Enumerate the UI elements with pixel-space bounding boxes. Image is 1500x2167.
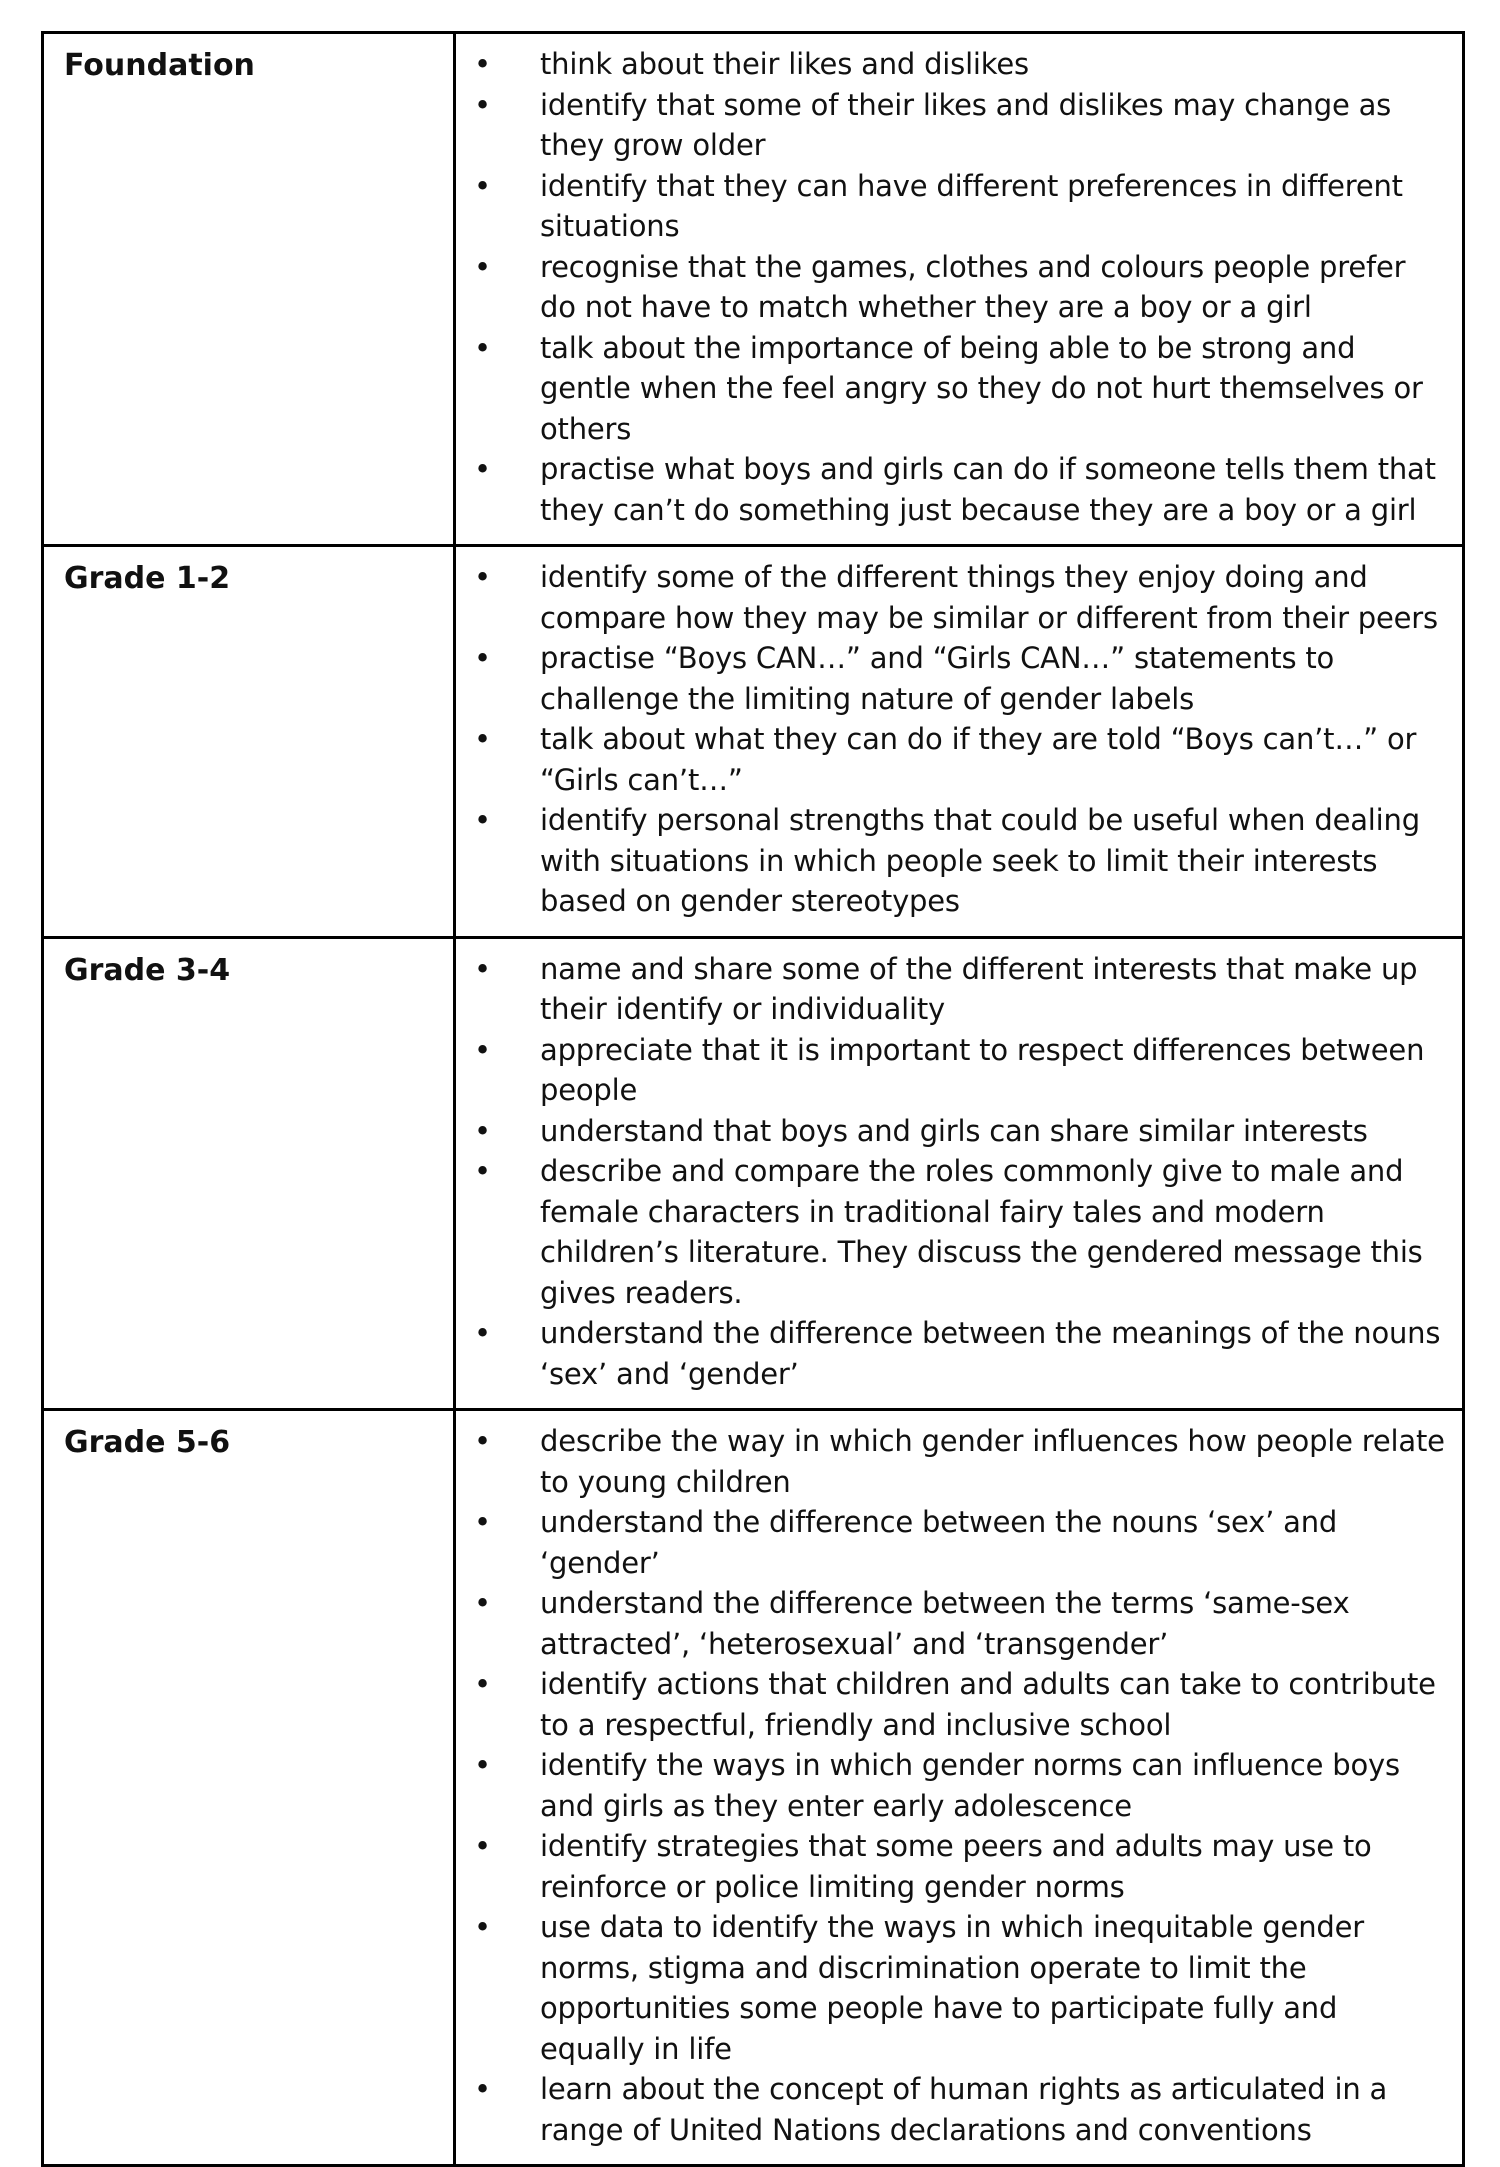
bullet-icon: • (474, 1113, 491, 1148)
outcome-text: identify that they can have different preferences in different situations (540, 168, 1403, 243)
outcome-text: think about their likes and dislikes (540, 47, 1029, 81)
outcome-text: practise what boys and girls can do if someone tells them that they can’t do something just because they are a boy or a girl (540, 452, 1436, 527)
list-item (456, 949, 1446, 1030)
list-item (456, 638, 1446, 719)
bullet-icon: • (474, 1154, 491, 1188)
list-item (456, 1502, 1446, 1583)
list-item (456, 719, 1446, 800)
list-item (456, 1313, 1446, 1394)
grade-level-cell: Grade 1-2 (43, 546, 455, 938)
outcome-text: talk about the importance of being able to be strong and gentle when the feel angry so they do not hurt themselves or others (540, 330, 1423, 446)
outcome-list (456, 1421, 1446, 2150)
outcome-text: recognise that the games, clothes and colours people prefer do not have to match whether they are a boy or a girl (540, 249, 1406, 324)
bullet-icon: • (474, 560, 491, 594)
outcome-text: appreciate that it is important to respect differences between people (540, 1032, 1425, 1107)
outcome-text: understand the difference between the terms ‘same-sex attracted’, ‘heterosexual’ and ‘transgender’ (540, 1586, 1350, 1661)
bullet-icon: • (474, 803, 491, 837)
bullet-icon: • (474, 452, 491, 486)
bullet-icon: • (474, 1667, 491, 1701)
list-item (456, 247, 1446, 328)
outcome-text: learn about the concept of human rights as articulated in a range of United Nations declarations and conventions (540, 2072, 1388, 2147)
bullet-icon: • (474, 641, 491, 675)
list-item (456, 1907, 1446, 2069)
outcome-text: identify actions that children and adults can take to contribute to a respectful, friendly and inclusive school (540, 1667, 1436, 1742)
grade-level-cell: Foundation (43, 33, 455, 546)
bullet-icon: • (474, 722, 491, 756)
list-item (456, 557, 1446, 638)
outcome-text: practise “Boys CAN…” and “Girls CAN…” statements to challenge the limiting nature of gender labels (540, 641, 1335, 716)
table-row (43, 546, 1464, 938)
outcome-text: identify some of the different things they enjoy doing and compare how they may be similar or different from their peers (540, 560, 1438, 635)
outcome-text: identify strategies that some peers and adults may use to reinforce or police limiting gender norms (540, 1829, 1372, 1904)
list-item (456, 2069, 1446, 2150)
list-item (456, 800, 1446, 922)
outcome-text: understand the difference between the meanings of the nouns ‘sex’ and ‘gender’ (540, 1316, 1441, 1391)
table-row (43, 1410, 1464, 2166)
outcome-text: describe and compare the roles commonly give to male and female characters in traditional fairy tales and modern children’s literature. They discuss the gendered message this gives readers. (540, 1154, 1423, 1310)
outcome-text: identify personal strengths that could be useful when dealing with situations in which people seek to limit their interests based on gender stereotypes (540, 803, 1420, 918)
bullet-icon: • (474, 249, 491, 284)
outcomes-cell (455, 937, 1464, 1410)
list-item (456, 328, 1446, 450)
list-item (456, 1151, 1446, 1313)
outcome-text: describe the way in which gender influences how people relate to young children (540, 1424, 1445, 1499)
bullet-icon: • (474, 168, 491, 203)
outcome-list (456, 44, 1446, 530)
list-item (456, 1030, 1446, 1111)
list-item (456, 1826, 1446, 1907)
table-row (43, 33, 1464, 546)
list-item (456, 44, 1446, 85)
outcome-text: understand that boys and girls can share similar interests (540, 1113, 1368, 1148)
grade-level-cell: Grade 3-4 (43, 937, 455, 1410)
list-item (456, 1583, 1446, 1664)
bullet-icon: • (474, 1910, 491, 1944)
bullet-icon: • (474, 951, 491, 986)
table-body (43, 33, 1464, 2166)
outcome-text: name and share some of the different interests that make up their identify or individuality (540, 951, 1418, 1026)
outcome-text: use data to identify the ways in which inequitable gender norms, stigma and discrimination operate to limit the opportunities some people have to participate fully and equally in life (540, 1910, 1364, 2066)
list-item (456, 85, 1446, 166)
bullet-icon: • (474, 2072, 491, 2106)
list-item (456, 1664, 1446, 1745)
outcome-list (456, 557, 1446, 922)
outcomes-cell (455, 546, 1464, 938)
bullet-icon: • (474, 1829, 491, 1863)
table-row (43, 937, 1464, 1410)
outcomes-cell (455, 1410, 1464, 2166)
bullet-icon: • (474, 330, 491, 365)
outcomes-cell (455, 33, 1464, 546)
bullet-icon: • (474, 1748, 491, 1782)
outcome-text: identify the ways in which gender norms can influence boys and girls as they enter early adolescence (540, 1748, 1400, 1823)
bullet-icon: • (474, 47, 491, 81)
grade-level-cell: Grade 5-6 (43, 1410, 455, 2166)
list-item (456, 1111, 1446, 1152)
bullet-icon: • (474, 1032, 491, 1067)
learning-outcomes-table (41, 31, 1465, 2167)
list-item (456, 1745, 1446, 1826)
bullet-icon: • (474, 1424, 491, 1458)
bullet-icon: • (474, 1505, 491, 1539)
bullet-icon: • (474, 87, 491, 122)
outcome-text: identify that some of their likes and dislikes may change as they grow older (540, 87, 1392, 162)
list-item (456, 449, 1446, 530)
outcome-text: understand the difference between the nouns ‘sex’ and ‘gender’ (540, 1505, 1338, 1580)
bullet-icon: • (474, 1586, 491, 1620)
list-item (456, 1421, 1446, 1502)
outcome-text: talk about what they can do if they are told “Boys can’t…” or “Girls can’t…” (540, 722, 1417, 797)
list-item (456, 166, 1446, 247)
bullet-icon: • (474, 1316, 491, 1350)
outcome-list (456, 949, 1446, 1395)
